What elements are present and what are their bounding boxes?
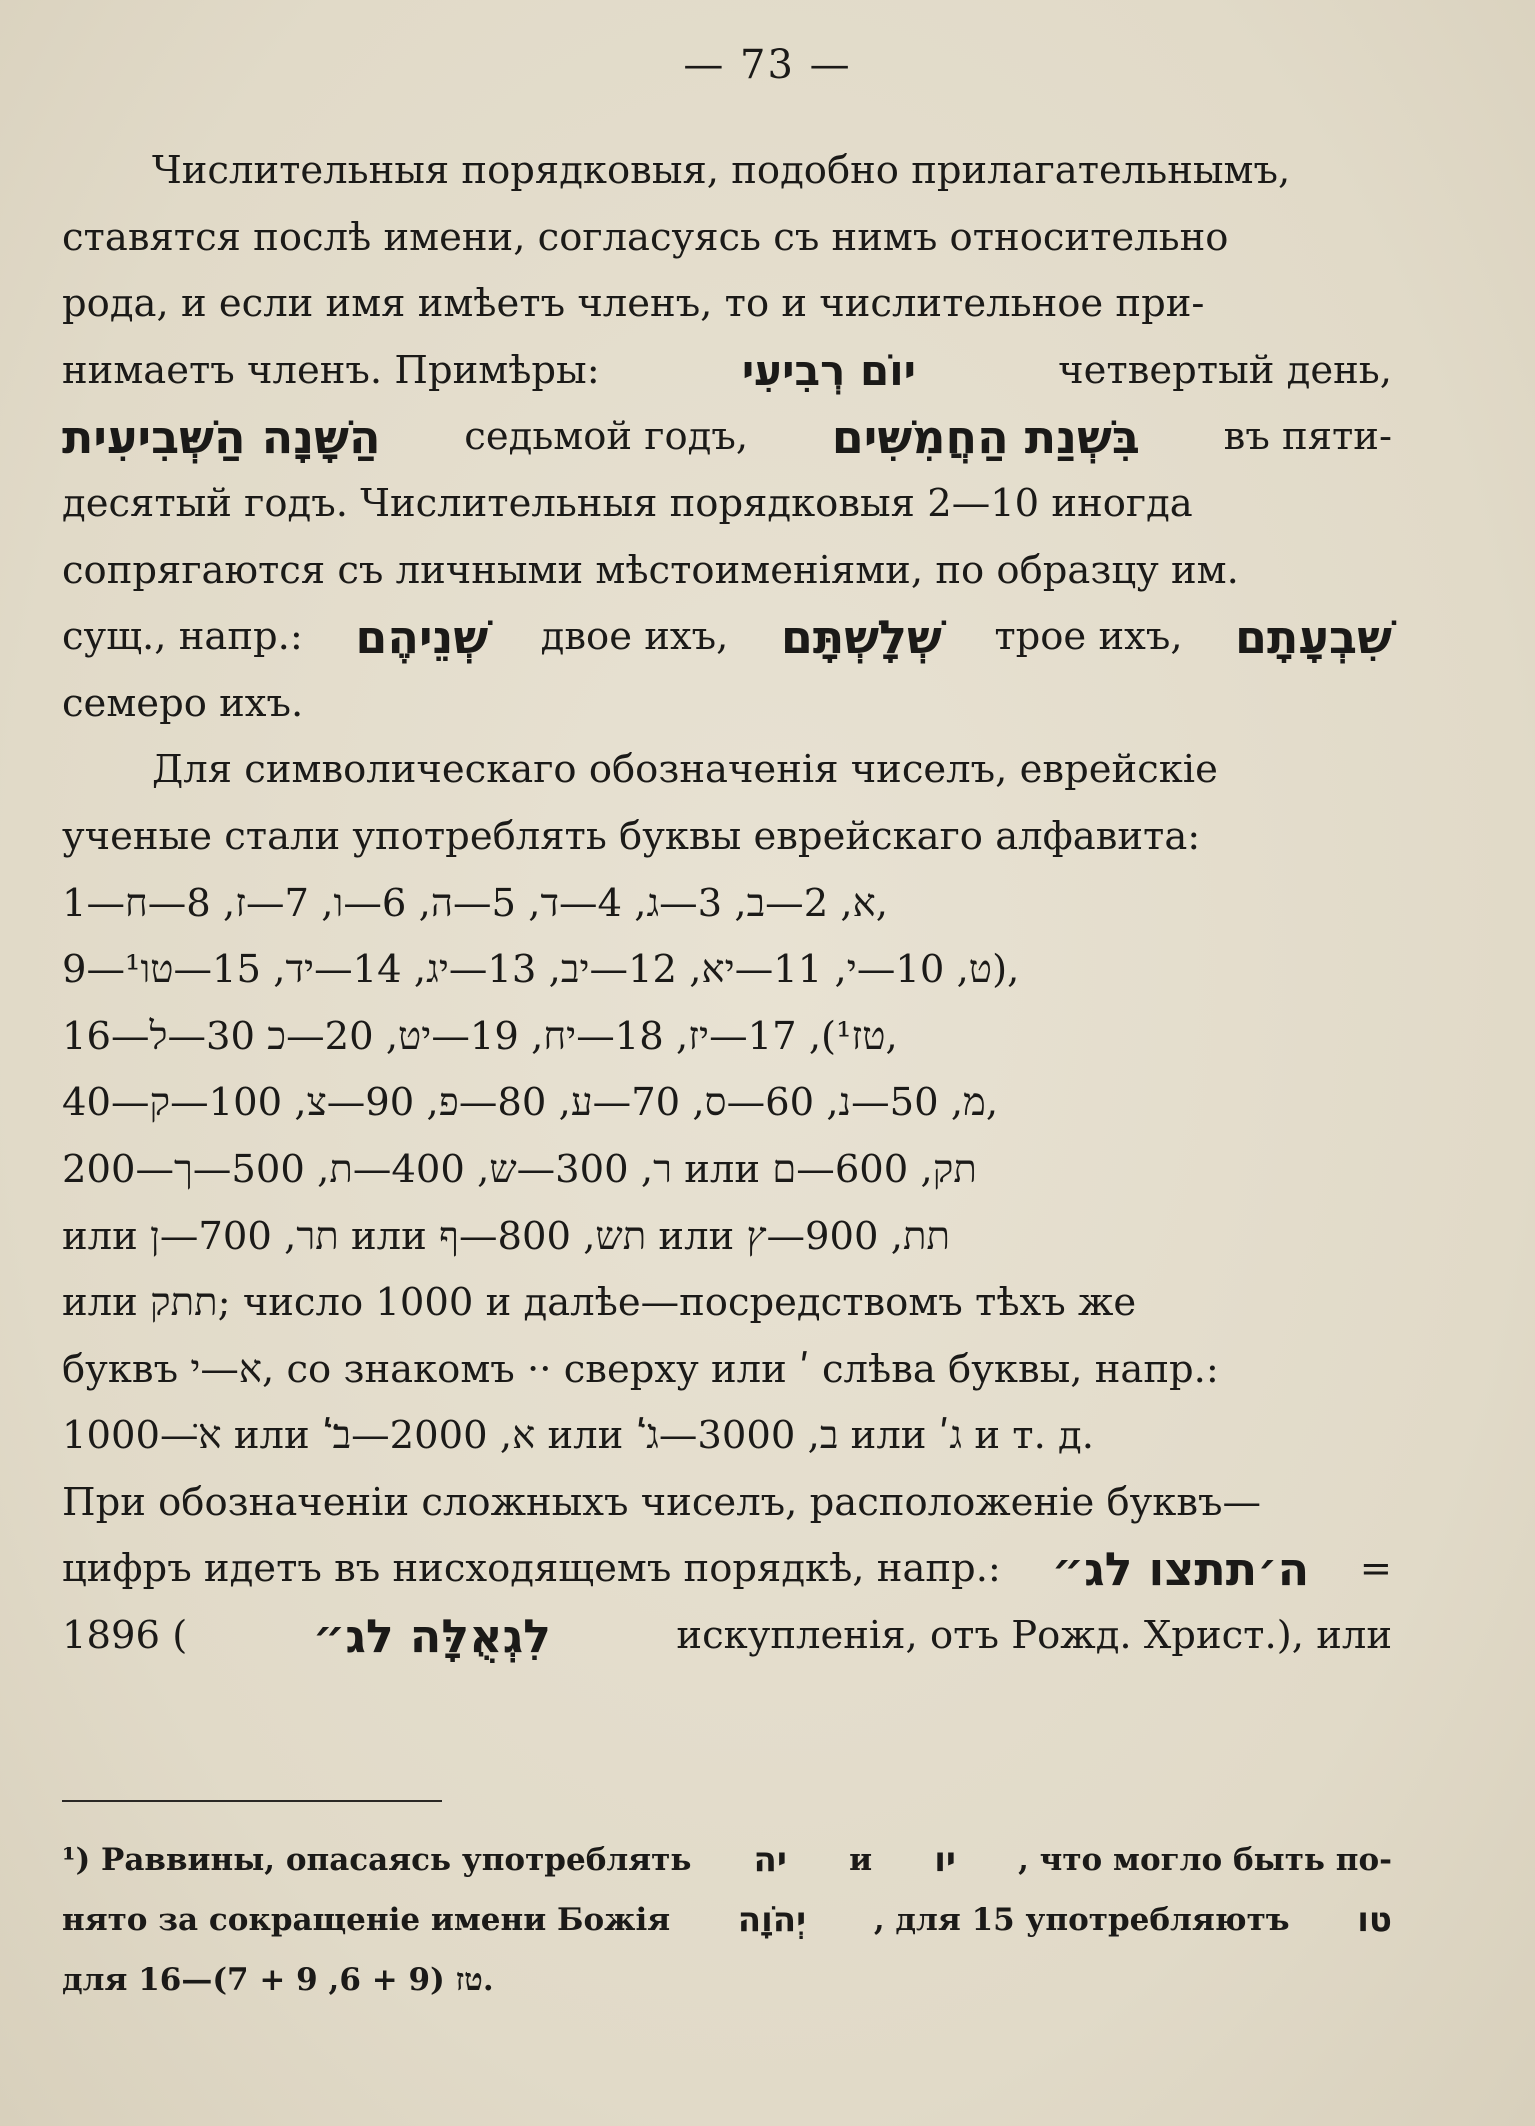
- hebrew-example: שְׁנֵיהֶם: [355, 610, 489, 665]
- text-line: ставятся послѣ имени, согласуясь съ нимъ относительно: [62, 214, 1229, 260]
- footnote-line: нято за сокращеніе имени Божія יְהֹוָה , для 15 употребляютъ טו: [62, 1900, 1392, 1940]
- text-line: или תתק; число 1000 и далѣе—посредствомъ тѣхъ же: [62, 1280, 1137, 1326]
- text-line: буквъ א—י, со знакомъ ·· сверху или ʹ слѣва буквы, напр.:: [62, 1346, 1219, 1392]
- footnote: [62, 1830, 1392, 2010]
- footnote-line: для 16—טז (9 + 6, 9 + 7).: [62, 1962, 494, 1998]
- numeral-line: 200—ר, 300—ש, 400—ת, 500—ך или תק, 600—ם: [62, 1146, 977, 1192]
- numeral-line: 9—ט, 10—י, 11—יא, 12—יב, 13—יג, 14—יד, 15—טו¹),: [62, 947, 1020, 993]
- text-line: десятый годъ. Числительныя порядковыя 2—10 иногда: [62, 480, 1193, 526]
- hebrew-example: לִגְאֻלָּה לג״: [312, 1609, 552, 1664]
- text-line: цифръ идетъ въ нисходящемъ порядкѣ, напр.: ה׳תתצו לג״ =: [62, 1536, 1392, 1603]
- text-line: сопрягаются съ личными мѣстоименіями, по образцу им.: [62, 547, 1239, 593]
- text-line: 1000—א̈ или ʹא, 2000—ב̈ или ʹב, 3000—ג̈ или ʹג и т. д.: [62, 1413, 1094, 1459]
- hebrew-example: יוֹם רְבִיעִי: [741, 345, 917, 395]
- text-line: рода, и если имя имѣетъ членъ, то и числительное при-: [62, 281, 1205, 327]
- text-line: При обозначеніи сложныхъ чиселъ, расположеніе буквъ—: [62, 1479, 1262, 1525]
- footnote-divider: [62, 1800, 442, 1802]
- numeral-line: или תר, 700—ן или תש, 800—ף или תת, 900—ץ: [62, 1213, 950, 1259]
- text-line: Для символическаго обозначенія чиселъ, еврейскіе: [152, 747, 1218, 793]
- hebrew-example: שִׁבְעָתָם: [1235, 610, 1392, 665]
- page-number: — 73 —: [683, 42, 852, 88]
- hebrew-example: שְׁלָשְׁתָּם: [780, 610, 942, 665]
- hebrew-example: בִּשְׁנַת הַחֲמִשִּׁים: [831, 410, 1140, 465]
- text-line: семеро ихъ.: [62, 680, 304, 726]
- footnote-line: ¹) Раввины, опасаясь употреблять יה и יו , что могло быть по-: [62, 1840, 1392, 1880]
- numeral-line: 1—א, 2—ב, 3—ג, 4—ד, 5—ה, 6—ו, 7—ז, 8—ח,: [62, 880, 889, 926]
- hebrew-example: הַשָּׁנָה הַשְּׁבִיעִית: [62, 410, 381, 465]
- text-line: сущ., напр.: שְׁנֵיהֶם двое ихъ, שְׁלָשְׁתָּם трое ихъ, שִׁבְעָתָם: [62, 604, 1392, 671]
- text-line: ученые стали употреблять буквы еврейскаго алфавита:: [62, 813, 1201, 859]
- numeral-line: 16—טז¹), 17—יז, 18—יח, 19—יט, 20—כ 30—ל,: [62, 1013, 898, 1059]
- main-text: [62, 138, 1392, 1670]
- text-line: Числительныя порядковыя, подобно прилагательнымъ,: [152, 148, 1291, 193]
- numeral-line: 40—מ, 50—נ, 60—ס, 70—ע, 80—פ, 90—צ, 100—ק,: [62, 1080, 999, 1126]
- text-line: 1896 ( לִגְאֻלָּה לג״ искупленія, отъ Рожд. Христ.), или: [62, 1603, 1392, 1670]
- text-line: нимаетъ членъ. Примѣры: יוֹם רְבִיעִי четвертый день,: [62, 338, 1392, 405]
- hebrew-example: ה׳תתצו לג״: [1051, 1542, 1310, 1597]
- text-line: הַשָּׁנָה הַשְּׁבִיעִית седьмой годъ, בִּשְׁנַת הַחֲמִשִּׁים въ пяти-: [62, 404, 1392, 471]
